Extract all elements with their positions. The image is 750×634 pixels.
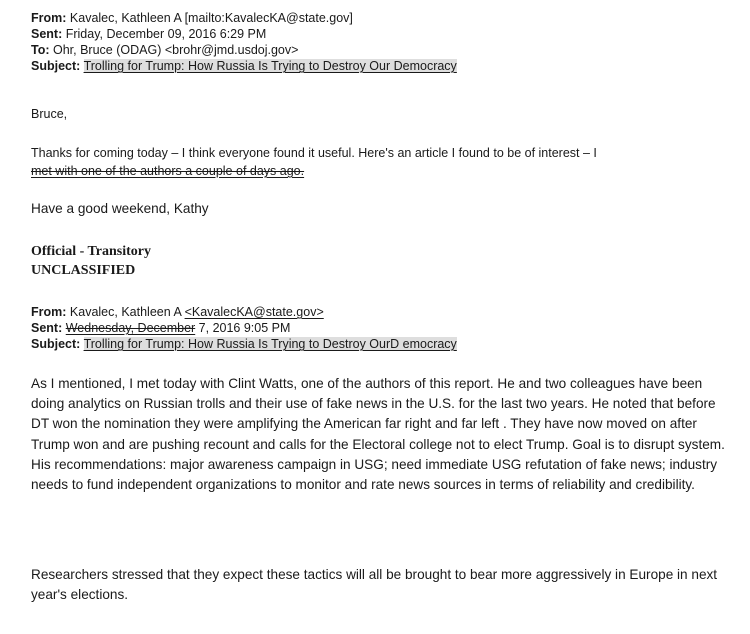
email1-subject-line: [31, 58, 457, 74]
classification-unclassified: UNCLASSIFIED: [31, 263, 136, 278]
subject-value: Trolling for Trump: How Russia Is Trying to Destroy OurD emocracy: [83, 337, 457, 351]
sent-value: Friday, December 09, 2016 6:29 PM: [65, 27, 267, 41]
email1-body-line1: Thanks for coming today – I think everyone found it useful. Here's an article I found to be of interest – I: [31, 146, 597, 160]
email2-from-line: [31, 304, 457, 320]
email2-header: [31, 304, 457, 352]
from-email-link[interactable]: <KavalecKA@state.gov>: [184, 305, 324, 319]
sent-label: Sent:: [31, 321, 63, 335]
from-label: From:: [31, 11, 67, 25]
subject-label: Subject:: [31, 337, 81, 351]
classification-block: [31, 242, 151, 280]
subject-label: Subject:: [31, 59, 81, 73]
greeting: Bruce,: [31, 107, 68, 121]
email2-subject-line: [31, 336, 457, 352]
from-value: Kavalec, Kathleen A [mailto:KavalecKA@state.gov]: [69, 11, 353, 25]
email2-paragraph2: Researchers stressed that they expect these tactics will all be brought to bear more aggressively in Europe in next year's elections.: [31, 567, 718, 603]
email1-to-line: [31, 42, 457, 58]
classification-official: Official - Transitory: [31, 244, 152, 259]
email1-body-line2: met with one of the authors a couple of days ago.: [31, 164, 305, 178]
email2-paragraph1: As I mentioned, I met today with Clint Watts, one of the authors of this report. He and two colleagues have been doing analytics on Russian trolls and their use of fake news in the U.S. for the last two years. He noted that before DT won the nomination they were amplifying the American far right and far left . They have now moved on after Trump won and are pushing recount and calls for the Electoral college not to elect Trump. Goal is to disrupt system. His recommendations: major awareness campaign in USG; need immediate USG refutation of fake news; industry needs to fund independent organizations to monitor and rate news sources in terms of reliability and credibility.: [31, 376, 725, 493]
to-value: Ohr, Bruce (ODAG) <brohr@jmd.usdoj.gov>: [53, 43, 299, 57]
sent-rest: 7, 2016 9:05 PM: [195, 321, 291, 335]
subject-value: Trolling for Trump: How Russia Is Trying to Destroy Our Democracy: [83, 59, 457, 73]
email2-sent-line: [31, 320, 457, 336]
sent-label: Sent:: [31, 27, 63, 41]
email1-body: [31, 144, 731, 180]
email1-sent-line: [31, 26, 457, 42]
to-label: To:: [31, 43, 50, 57]
email1-from-line: [31, 10, 457, 26]
from-name: Kavalec, Kathleen A: [69, 305, 185, 319]
sent-day: Wednesday, December: [65, 321, 196, 335]
email1-header: [31, 10, 457, 74]
signoff: Have a good weekend, Kathy: [31, 201, 209, 216]
from-label: From:: [31, 305, 67, 319]
